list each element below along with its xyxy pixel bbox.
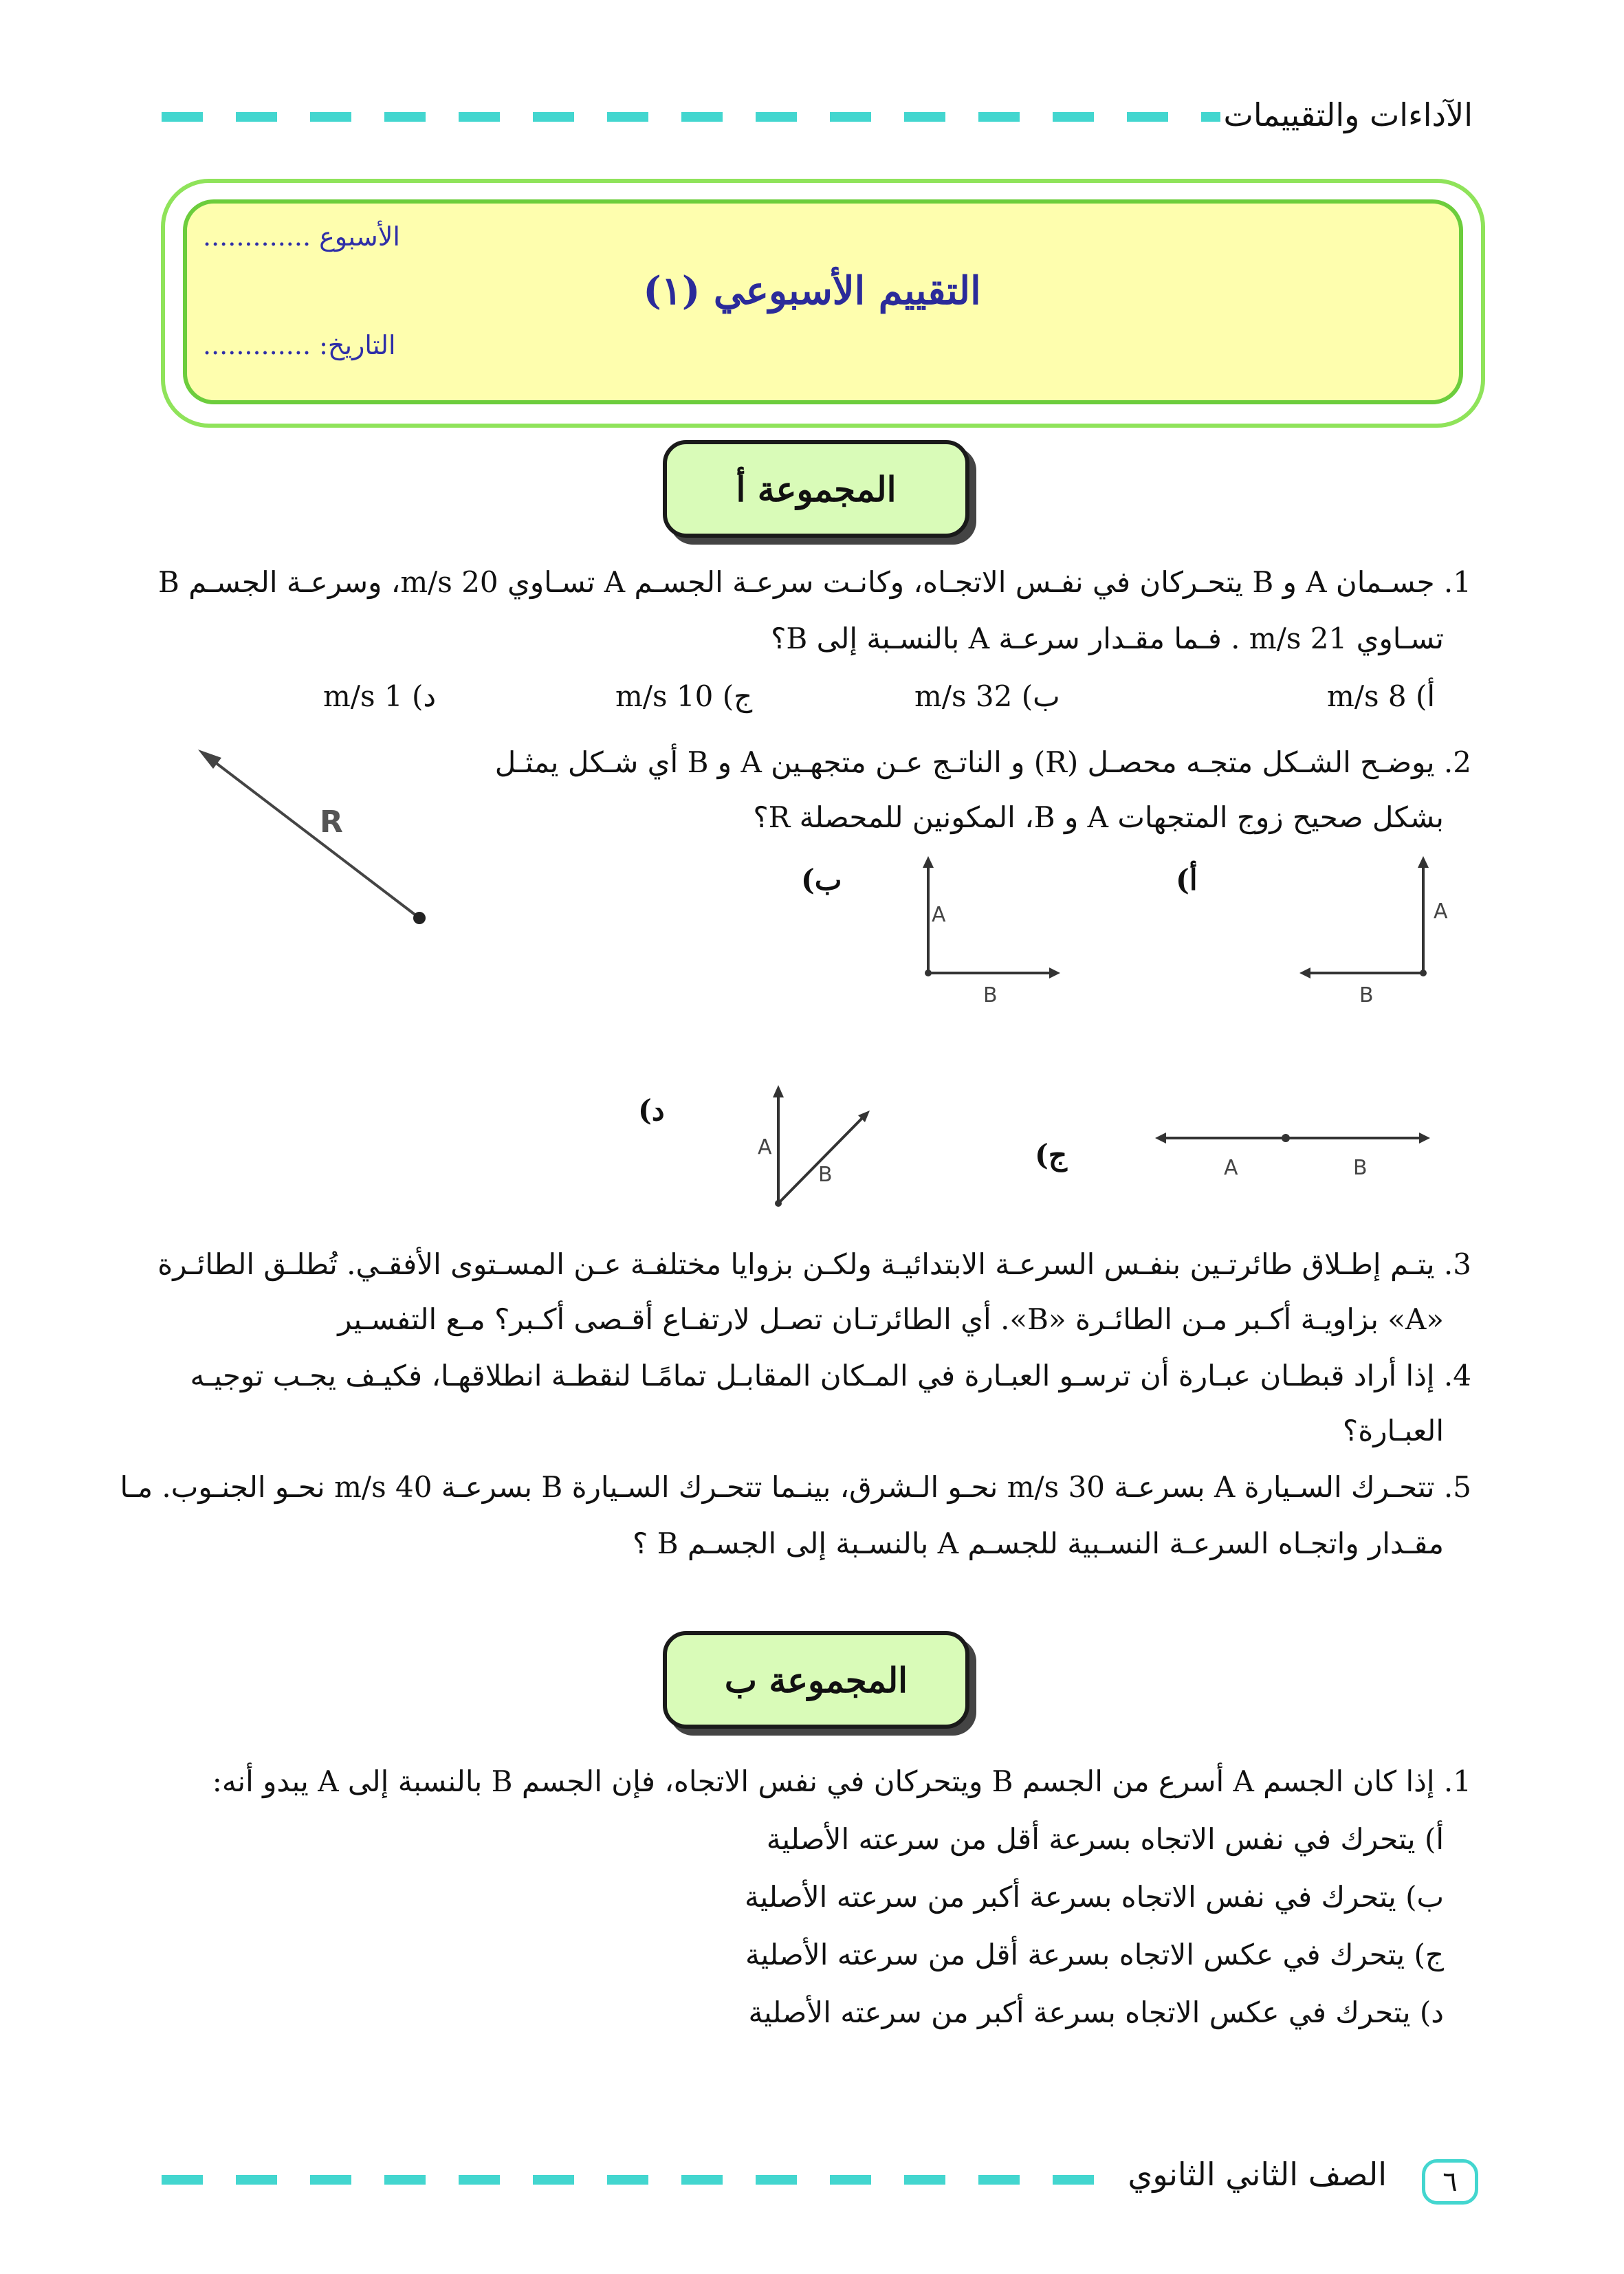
page-number: ٦ [1422, 2159, 1478, 2205]
group-a-label: المجموعة أ [663, 440, 969, 538]
q1-option-b: ب) 32 m/s [914, 679, 1060, 713]
q3-line1: 3. يتـم إطـلاق طائرتـين بنفـس السرعـة الابتدائيـة ولكـن بزوايا مختلفـة عـن المسـتوى الأفقـي. تُطلـق الطائـرة [157, 1247, 1471, 1281]
q1-option-a: أ) 8 m/s [1327, 679, 1436, 713]
q1-option-c: ج) 10 m/s [615, 679, 753, 713]
gb-q1-stem: 1. إذا كان الجسم A أسرع من الجسم B ويتحركان في نفس الاتجاه، فإن الجسم B بالنسبة إلى A يبدو أنه: [212, 1764, 1471, 1798]
q2-line1: 2. يوضـح الشـكل متجـه محصـل (R) و الناتـج عـن متجهـين A و B أي شـكل يمثـل [494, 745, 1471, 779]
footer-dash-line [162, 2175, 1110, 2185]
svg-text:B: B [983, 983, 998, 1004]
fig-option-b [901, 853, 1107, 1004]
q4-line1: 4. إذا أراد قبطـان عبـارة أن ترسـو العبـارة في المـكان المقابـل تمامًـا لنقطـة انطلاقهـا، فكيـف يجـب توجيـه [190, 1359, 1471, 1392]
header-title: الآداءات والتقييمات [1223, 96, 1473, 133]
gb-q1-option-c: ج) يتحرك في عكس الاتجاه بسرعة أقل من سرعته الأصلية [745, 1938, 1444, 1971]
r-label: R [320, 805, 343, 840]
q5-line1: 5. تتحـرك السـيارة A بسرعـة 30 m/s نحـو الـشرق، بينـما تتحـرك السـيارة B بسرعـة 40 m/s نحـو الجنـوب. مـا [120, 1470, 1471, 1504]
q2-line2: بشكل صحيح زوج المتجهات A و B، المكونين للمحصلة R؟ [753, 800, 1444, 834]
q5-line2: مقـدار واتجـاه السرعـة النسـبية للجسـم A بالنسـبة إلى الجسـم B ؟ [633, 1527, 1444, 1560]
fig-option-b-label: ب) [801, 863, 842, 897]
q1-option-d: د) 1 m/s [323, 679, 437, 713]
fig-option-a-label: أ) [1176, 863, 1198, 897]
footer-grade: الصف الثاني الثانوي [1128, 2156, 1387, 2193]
fig-option-d-label: د) [638, 1093, 665, 1127]
fig-option-d [749, 1080, 887, 1217]
svg-text:A: A [758, 1135, 772, 1159]
fig-option-c-label: ج) [1035, 1138, 1067, 1172]
svg-text:A: A [932, 903, 946, 927]
header-dash-line [162, 112, 1220, 122]
svg-text:A: A [1224, 1156, 1238, 1180]
week-field: الأسبوع ............. [203, 221, 400, 252]
resultant-vector-figure [186, 736, 447, 942]
q4-line2: العبـارة؟ [1342, 1414, 1444, 1447]
gb-q1-option-d: د) يتحرك في عكس الاتجاه بسرعة أكبر من سرعته الأصلية [748, 1996, 1444, 2029]
q1-line2: تسـاوي 21 m/s . فـما مقـدار سرعـة A بالنسـبة إلى B؟ [771, 622, 1444, 655]
q1-line1: 1. جسـمان A و B يتحـركان في نفـس الاتجـاه، وكانـت سرعـة الجسـم A تسـاوي 20 m/s، وسرعـة الجسـم B [157, 565, 1471, 599]
date-field: التاريخ: ............. [203, 330, 396, 360]
svg-text:B: B [1359, 983, 1374, 1004]
fig-option-c [1155, 1114, 1430, 1196]
assessment-title: التقييم الأسبوعي (١) [643, 268, 981, 314]
svg-text:A: A [1434, 899, 1448, 923]
gb-q1-option-a: أ) يتحرك في نفس الاتجاه بسرعة أقل من سرعته الأصلية [766, 1822, 1444, 1856]
svg-text:B: B [818, 1163, 833, 1187]
svg-text:B: B [1353, 1156, 1368, 1180]
q3-line2: «A» بزاويـة أكـبر مـن الطائـرة «B». أي الطائرتـان تصـل لارتفـاع أقـصى أكـبر؟ مـع التفسـير [338, 1302, 1444, 1336]
group-b-label: المجموعة ب [663, 1631, 969, 1729]
fig-option-a [1293, 853, 1471, 1004]
gb-q1-option-b: ب) يتحرك في نفس الاتجاه بسرعة أكبر من سرعته الأصلية [744, 1880, 1444, 1914]
